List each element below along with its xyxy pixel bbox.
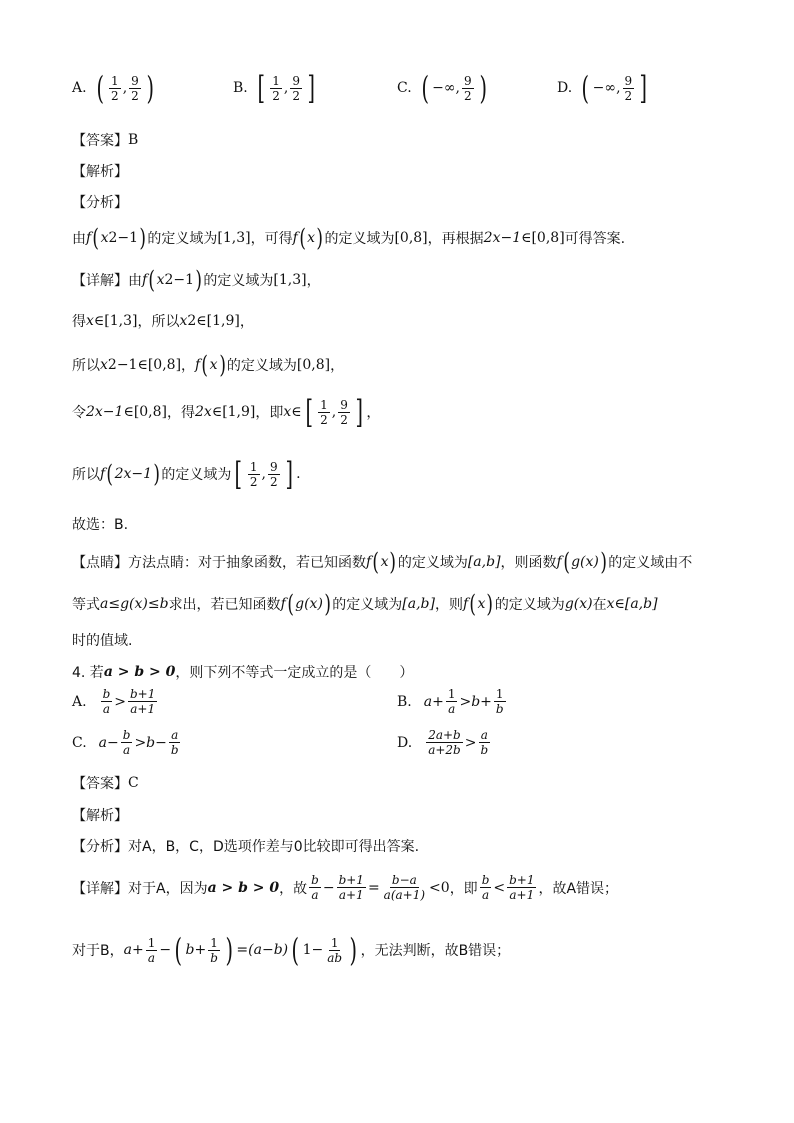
q4-option-a: A. $\frac{b}{a}$ > $\frac{b+1}{a+1}$ (72, 687, 156, 716)
q3-dianjing-1: 【点睛】 方法点睛：对于抽象函数，若已知函数 f ( x ) 的定义域为 [a,b] ，则函数 f ( g(x) ) 的定义域由不 (72, 548, 693, 576)
fraction: $\frac{1}{2}$ (249, 459, 258, 489)
option-letter: D. (557, 80, 573, 96)
fraction: $\frac{1}{2}$ (272, 73, 280, 103)
q4-fenxi: 【分析】 对A，B，C，D选项作差与0比较即可得出答案. (72, 839, 420, 855)
q4-stem: 4. 若 a > b > 0 ，则下列不等式一定成立的是（ ） (72, 664, 414, 681)
q3-detail-3: 所以 x 2 −1∈ [0,8] ， f ( x ) 的定义域为 [0,8] ， (72, 351, 345, 379)
q3-option-d: D. ( −∞, $\frac{9}{2}$ ] (557, 69, 648, 107)
fraction: $\frac{9}{2}$ (624, 73, 633, 103)
q4-jiexi: 【解析】 (72, 808, 128, 824)
q4-option-c: C. a− $\frac{b}{a}$ > b− $\frac{a}{b}$ (72, 728, 179, 757)
q3-dianjing-2: 等式 a≤g(x)≤b 求出，若已知函数 f ( g(x) ) 的定义域为 [a,b] ，则 f ( x ) 的定义域为 g(x) 在 x∈ [a,b] (72, 590, 658, 618)
q3-fenxi-tag: 【分析】 (72, 195, 128, 211)
q3-detail-4: 令 2x−1∈ [0,8] ，得 2x∈ [1,9] ，即 x∈ [ $\frac{1}{2}$ , $\frac{9}{2}$ ] ， (72, 393, 381, 431)
q4-detail-1: 【详解】 对于A，因为 a > b > 0 ，故 $\frac{b}{a}$ − $\frac{b+1}{a+1}$ = $\frac{b-a}{a(a+1)}$ <0 ，即 $\frac{b}{a}$ < $\frac{b+1}{a+1}$ ，故A错误； (72, 873, 619, 902)
option-letter: A. (72, 80, 87, 96)
q3-option-b: B. [ $\frac{1}{2}$ , $\frac{9}{2}$ ] (233, 69, 315, 107)
q4-detail-2: 对于B， a+ $\frac{1}{a}$ − ( b+ $\frac{1}{b}$ ) = (a−b) ( 1− $\frac{1}{ab}$ ) ，无法判断，故B错误； (72, 931, 511, 969)
fraction: $\frac{1}{2}$ (320, 397, 328, 427)
fraction: $\frac{9}{2}$ (269, 459, 278, 489)
q3-detail-2: 得 x∈ [1,3] ，所以 x 2 ∈ [1,9] ， (72, 313, 254, 330)
fraction: $\frac{9}{2}$ (292, 73, 300, 103)
option-letter: B. (233, 80, 248, 96)
fraction: $\frac{9}{2}$ (340, 397, 348, 427)
q3-detail-1: 【详解】 由 f ( x 2 −1 ) 的定义域为 [1,3] ， (72, 266, 321, 294)
fraction: $\frac{1}{2}$ (111, 73, 119, 103)
q3-option-a: A. ( $\frac{1}{2}$ , $\frac{9}{2}$ ) (72, 69, 154, 107)
q3-answer: 【答案】 B (72, 132, 139, 149)
q4-answer: 【答案】 C (72, 775, 139, 792)
q4-option-d: D. $\frac{2a+b}{a+2b}$ > $\frac{a}{b}$ (397, 728, 489, 757)
fraction: $\frac{9}{2}$ (464, 73, 472, 103)
q3-detail-5: 所以 f ( 2x−1 ) 的定义域为 [ $\frac{1}{2}$ , $\frac{9}{2}$ ] . (72, 455, 301, 493)
fraction: $\frac{9}{2}$ (131, 73, 139, 103)
q3-fenxi: 由 f ( x 2 −1 ) 的定义域为 [1,3] ，可得 f ( x ) 的定义域为 [0,8] ，再根据 2x−1∈ [0,8] 可得答案. (72, 224, 626, 252)
option-letter: C. (397, 80, 412, 96)
q3-choose: 故选：B. (72, 517, 129, 533)
q3-option-c: C. ( −∞, $\frac{9}{2}$ ) (397, 69, 487, 107)
q3-dianjing-3: 时的值域. (72, 633, 133, 649)
q3-jiexi: 【解析】 (72, 164, 128, 180)
q4-option-b: B. a+ $\frac{1}{a}$ > b+ $\frac{1}{b}$ (397, 687, 504, 716)
